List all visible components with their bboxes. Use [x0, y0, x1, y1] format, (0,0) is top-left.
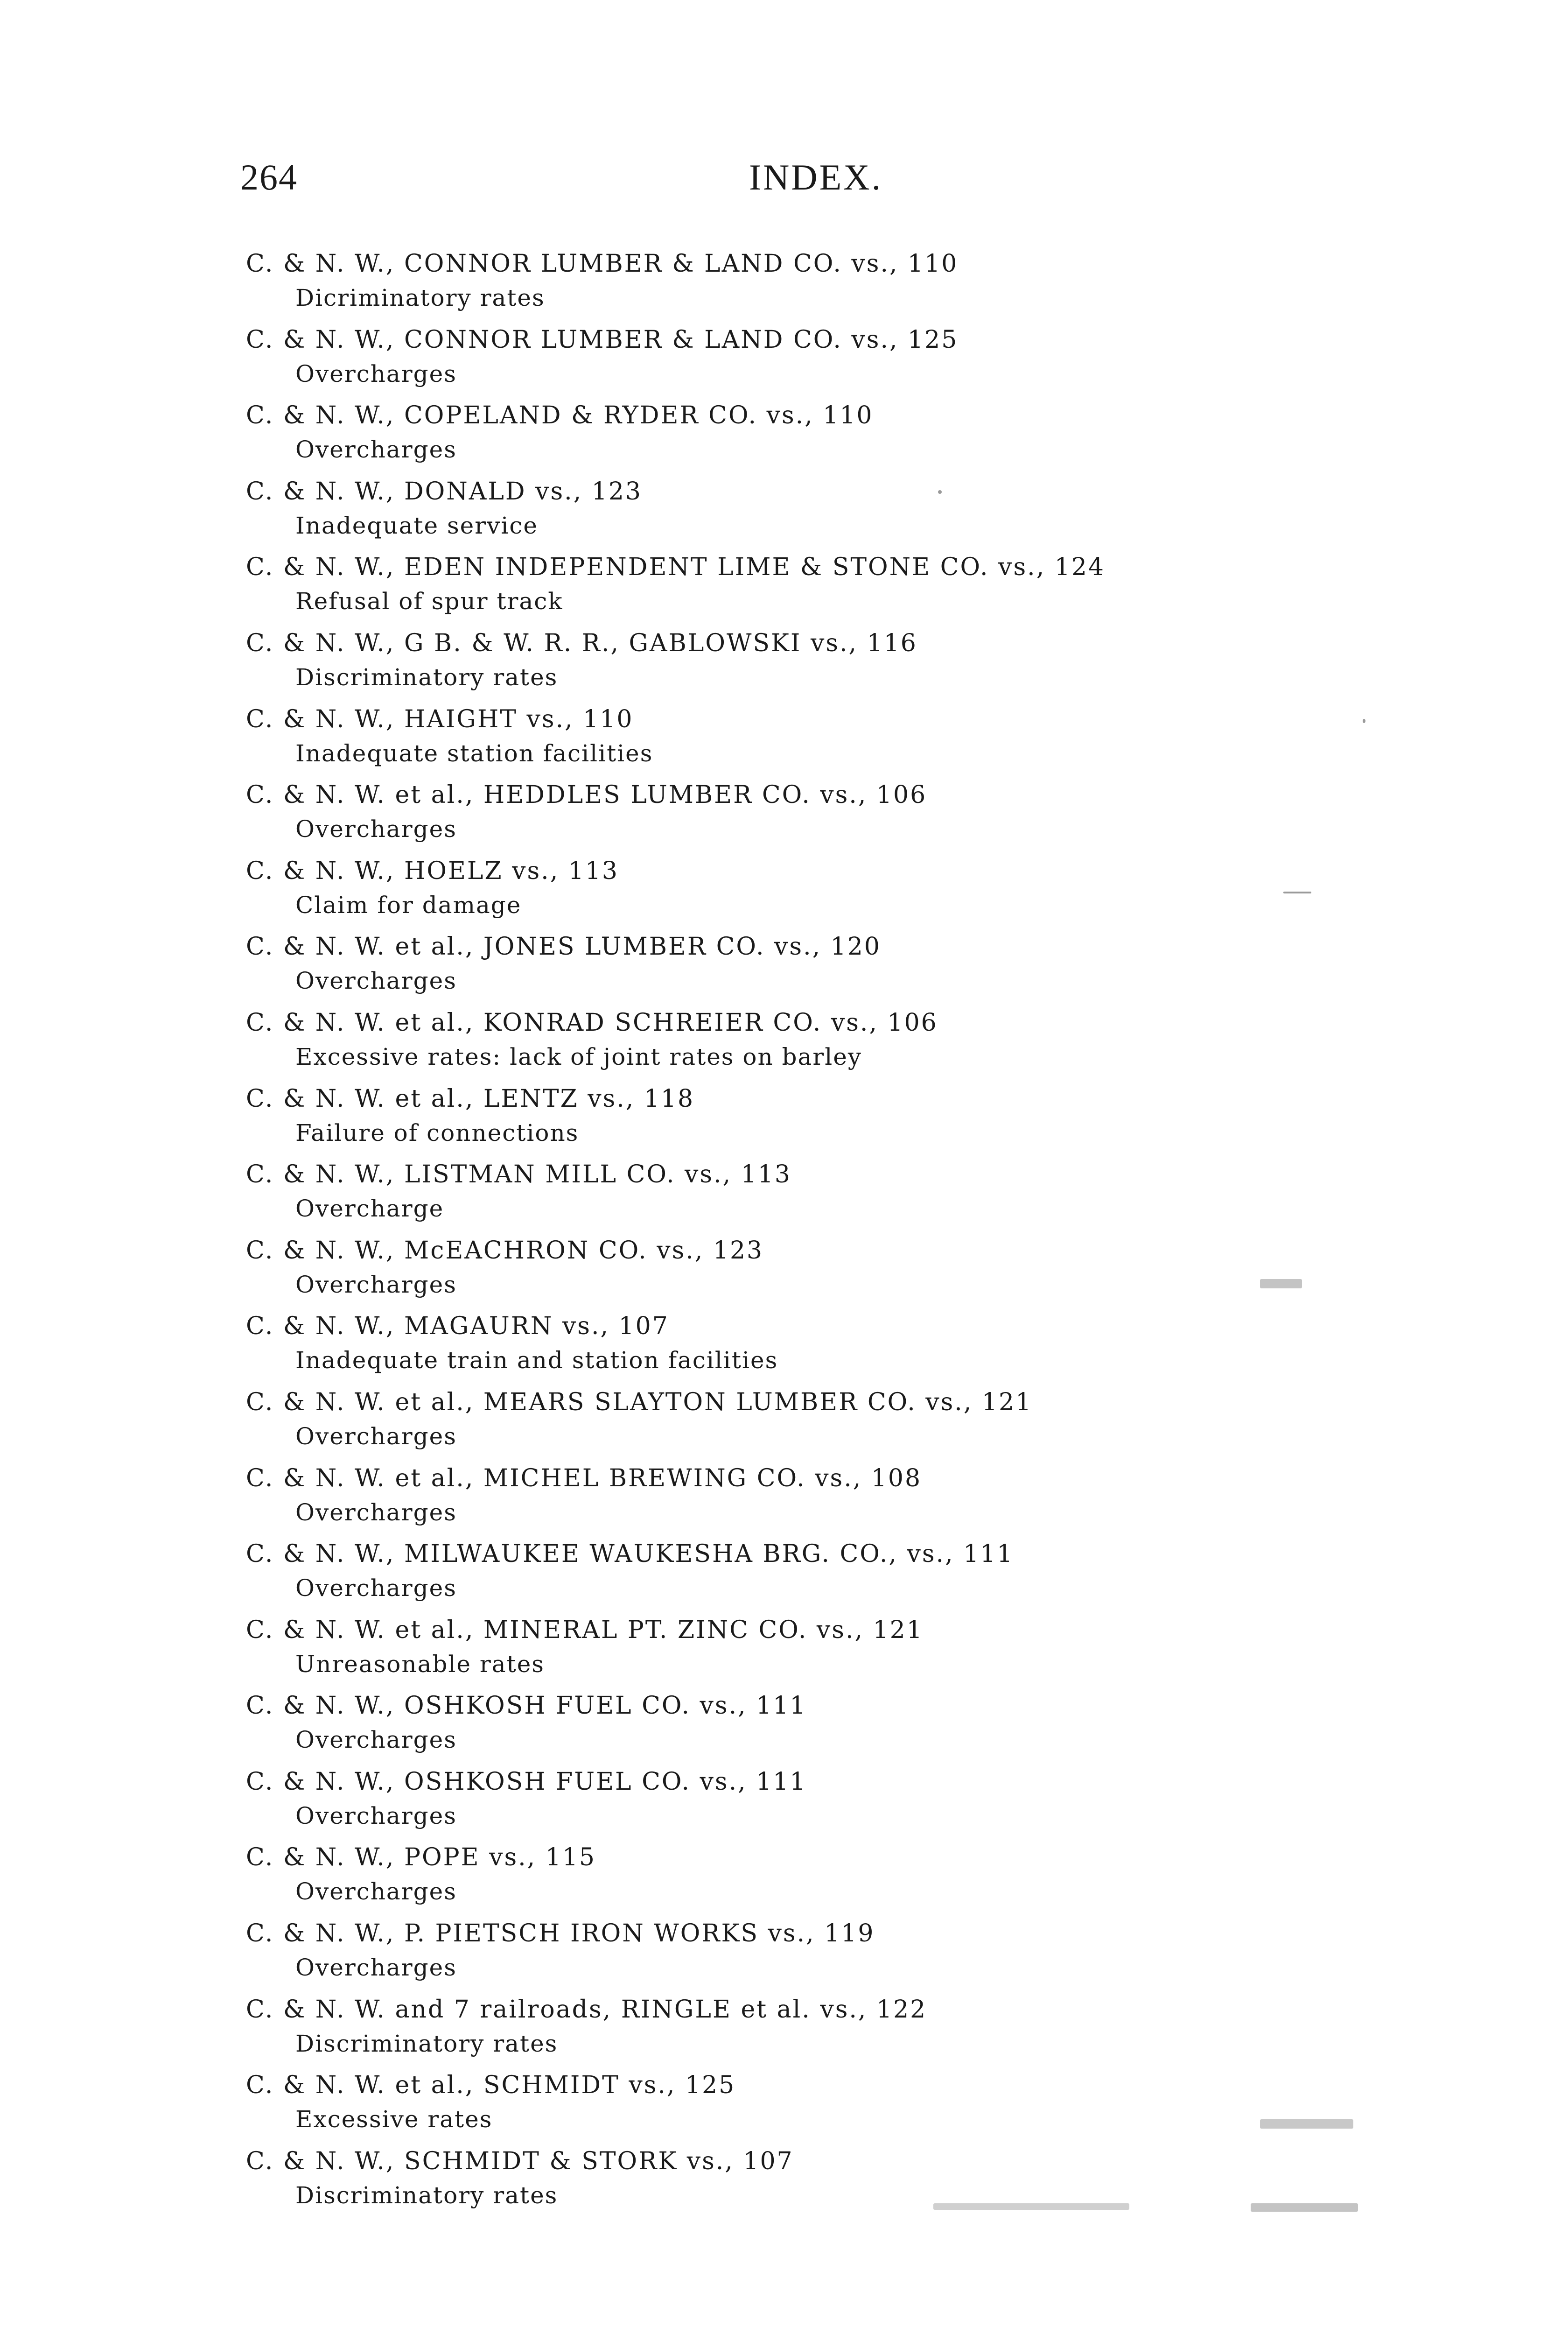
- entry-heading: C. & N. W. et al., KONRAD SCHREIER CO. vs., 106: [246, 1008, 938, 1037]
- scan-speck: [1260, 1279, 1302, 1288]
- entry-subject: Discriminatory rates: [295, 2181, 558, 2209]
- entry-subject: Overcharges: [295, 1802, 457, 1829]
- entry-heading: C. & N. W., P. PIETSCH IRON WORKS vs., 119: [246, 1919, 875, 1948]
- index-entry: [240, 703, 1407, 779]
- entry-subject: Inadequate service: [295, 512, 538, 539]
- index-entry: [240, 1689, 1407, 1765]
- entry-subject: Overcharges: [295, 1271, 457, 1298]
- entry-subject: Overcharge: [295, 1195, 444, 1223]
- entry-subject: Overcharges: [295, 1575, 457, 1602]
- index-entry: [240, 1917, 1407, 1993]
- entry-subject: Overcharges: [295, 815, 457, 843]
- index-entry: [240, 399, 1407, 475]
- entry-heading: C. & N. W., EDEN INDEPENDENT LIME & STONE CO. vs., 124: [246, 553, 1106, 582]
- entry-subject: Discriminatory rates: [295, 663, 558, 691]
- scan-speck: [1283, 892, 1311, 893]
- entry-subject: Overcharges: [295, 436, 457, 464]
- entry-subject: Dicriminatory rates: [295, 284, 545, 311]
- entry-heading: C. & N. W. et al., MICHEL BREWING CO. vs., 108: [246, 1464, 922, 1492]
- index-entry: [240, 1386, 1407, 1462]
- scan-speck: [938, 490, 942, 494]
- index-entry: [240, 627, 1407, 703]
- entry-subject: Overcharges: [295, 1726, 457, 1754]
- entry-subject: Unreasonable rates: [295, 1650, 545, 1678]
- index-entry: [240, 1310, 1407, 1386]
- entry-heading: C. & N. W., POPE vs., 115: [246, 1843, 596, 1872]
- index-entry: [240, 1765, 1407, 1842]
- entry-heading: C. & N. W., OSHKOSH FUEL CO. vs., 111: [246, 1692, 807, 1720]
- scan-speck: [1260, 2119, 1353, 2129]
- index-entry: [240, 1841, 1407, 1917]
- scan-speck: [1363, 719, 1365, 723]
- entry-subject: Overcharges: [295, 1954, 457, 1982]
- index-entry: [240, 247, 1407, 323]
- entry-subject: Claim for damage: [295, 891, 522, 919]
- entry-subject: Overcharges: [295, 1498, 457, 1526]
- entry-heading: C. & N. W., CONNOR LUMBER & LAND CO. vs., 125: [246, 325, 959, 354]
- entry-heading: C. & N. W. and 7 railroads, RINGLE et al. vs., 122: [246, 1995, 927, 2024]
- index-entry: [240, 930, 1407, 1006]
- index-entry: [240, 1993, 1407, 2069]
- entry-subject: Inadequate station facilities: [295, 739, 653, 767]
- entry-subject: Refusal of spur track: [295, 588, 563, 615]
- index-entries: [240, 247, 1407, 2221]
- index-entry: [240, 2069, 1407, 2145]
- scan-speck: [933, 2203, 1129, 2210]
- index-entry: [240, 475, 1407, 551]
- entry-heading: C. & N. W., HAIGHT vs., 110: [246, 705, 634, 733]
- index-entry: [240, 323, 1407, 400]
- scan-speck: [1251, 2203, 1358, 2212]
- entry-heading: C. & N. W., MAGAURN vs., 107: [246, 1312, 669, 1341]
- index-entry: [240, 2145, 1407, 2221]
- entry-heading: C. & N. W., G B. & W. R. R., GABLOWSKI vs., 116: [246, 629, 917, 657]
- entry-subject: Inadequate train and station facilities: [295, 1347, 778, 1374]
- entry-subject: Overcharges: [295, 967, 457, 995]
- index-entry: [240, 779, 1407, 855]
- entry-heading: C. & N. W., MILWAUKEE WAUKESHA BRG. CO., vs., 111: [246, 1540, 1014, 1568]
- entry-heading: C. & N. W., LISTMAN MILL CO. vs., 113: [246, 1160, 791, 1189]
- entry-heading: C. & N. W. et al., SCHMIDT vs., 125: [246, 2071, 736, 2100]
- index-entry: [240, 855, 1407, 931]
- entry-heading: C. & N. W. et al., MEARS SLAYTON LUMBER CO. vs., 121: [246, 1388, 1033, 1416]
- entry-heading: C. & N. W., CONNOR LUMBER & LAND CO. vs., 110: [246, 250, 959, 278]
- entry-subject: Excessive rates: lack of joint rates on barley: [295, 1043, 862, 1070]
- entry-heading: C. & N. W. et al., HEDDLES LUMBER CO. vs., 106: [246, 781, 927, 809]
- entry-heading: C. & N. W., SCHMIDT & STORK vs., 107: [246, 2147, 794, 2175]
- index-entry: [240, 1006, 1407, 1083]
- index-entry: [240, 1538, 1407, 1614]
- entry-subject: Discriminatory rates: [295, 2030, 558, 2057]
- page-header: [240, 156, 1220, 208]
- entry-subject: Overcharges: [295, 1878, 457, 1905]
- entry-heading: C. & N. W., COPELAND & RYDER CO. vs., 110: [246, 401, 874, 430]
- index-entry: [240, 1158, 1407, 1234]
- index-entry: [240, 1234, 1407, 1310]
- index-entry: [240, 1462, 1407, 1538]
- entry-subject: Overcharges: [295, 360, 457, 387]
- entry-heading: C. & N. W. et al., MINERAL PT. ZINC CO. vs., 121: [246, 1616, 924, 1644]
- entry-subject: Excessive rates: [295, 2106, 493, 2133]
- entry-heading: C. & N. W., McEACHRON CO. vs., 123: [246, 1236, 764, 1265]
- entry-subject: Failure of connections: [295, 1119, 579, 1146]
- entry-heading: C. & N. W., OSHKOSH FUEL CO. vs., 111: [246, 1767, 807, 1796]
- page-number: 264: [240, 157, 298, 197]
- entry-heading: C. & N. W. et al., LENTZ vs., 118: [246, 1084, 695, 1113]
- entry-subject: Overcharges: [295, 1422, 457, 1450]
- index-entry: [240, 1083, 1407, 1159]
- index-entry: [240, 551, 1407, 627]
- entry-heading: C. & N. W., DONALD vs., 123: [246, 477, 643, 506]
- running-head: INDEX.: [749, 157, 883, 197]
- index-entry: [240, 1614, 1407, 1690]
- entry-heading: C. & N. W., HOELZ vs., 113: [246, 857, 619, 885]
- entry-heading: C. & N. W. et al., JONES LUMBER CO. vs., 120: [246, 933, 881, 961]
